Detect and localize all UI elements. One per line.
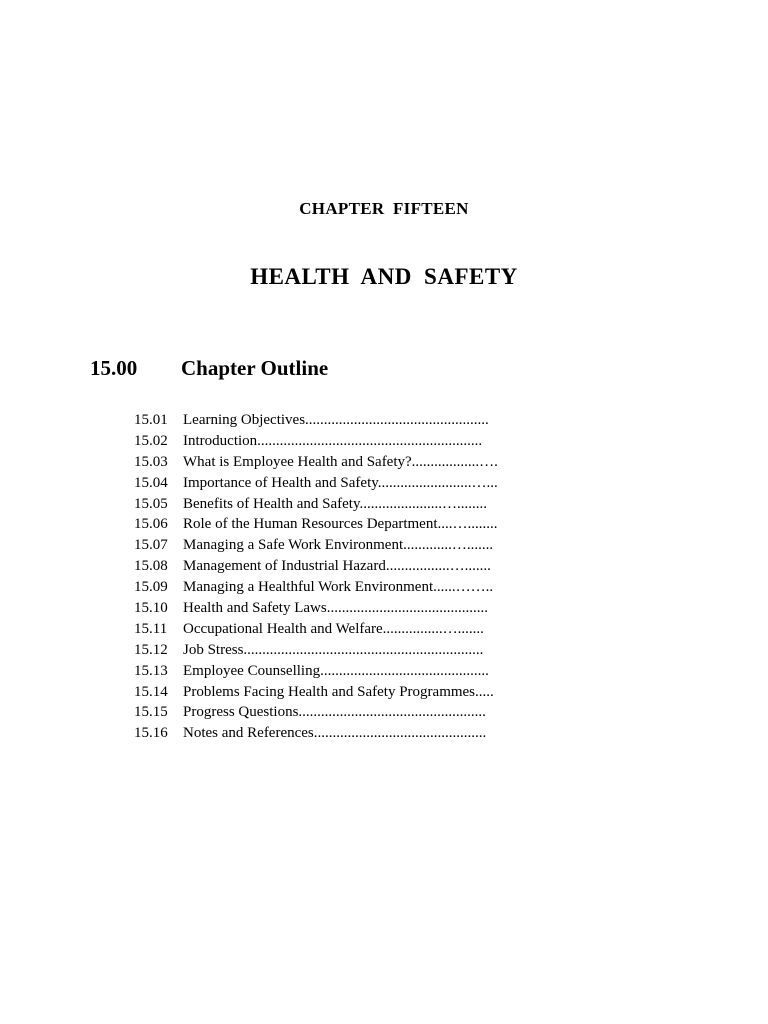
outline-item bbox=[134, 431, 498, 452]
outline-item-text: Introduction............................................................ bbox=[183, 432, 483, 449]
outline-item bbox=[134, 577, 498, 598]
chapter-label: CHAPTER FIFTEEN bbox=[299, 199, 469, 218]
outline-item bbox=[134, 723, 498, 744]
outline-item bbox=[134, 452, 498, 473]
outline-item-text: Benefits of Health and Safety......................…........ bbox=[183, 495, 487, 512]
outline-item bbox=[134, 410, 498, 431]
outline-item-number: 15.14 bbox=[134, 683, 168, 700]
outline-item bbox=[134, 661, 498, 682]
outline-item-number: 15.04 bbox=[134, 474, 168, 491]
outline-item-number: 15.06 bbox=[134, 516, 168, 533]
outline-item-number: 15.12 bbox=[134, 641, 168, 658]
outline-list bbox=[134, 410, 498, 744]
outline-item bbox=[134, 640, 498, 661]
outline-item-number: 15.10 bbox=[134, 600, 168, 617]
outline-heading-text: Chapter Outline bbox=[181, 356, 329, 380]
outline-item bbox=[134, 514, 498, 535]
outline-item-text: Occupational Health and Welfare................…....... bbox=[183, 620, 484, 637]
outline-item-number: 15.01 bbox=[134, 412, 168, 428]
outline-item-number: 15.07 bbox=[134, 537, 168, 554]
outline-item-text: Employee Counselling............................................. bbox=[183, 662, 489, 679]
outline-item-text: Job Stress................................................................ bbox=[183, 641, 484, 658]
outline-item-text: Role of the Human Resources Department....…........ bbox=[183, 516, 498, 533]
outline-item bbox=[134, 535, 498, 556]
outline-item-text: Progress Questions.................................................. bbox=[183, 704, 486, 721]
outline-item bbox=[134, 598, 498, 619]
outline-item-text: What is Employee Health and Safety?..................…. bbox=[183, 453, 498, 470]
outline-item bbox=[134, 619, 498, 640]
outline-heading-number: 15.00 bbox=[90, 356, 138, 380]
outline-item-number: 15.02 bbox=[134, 432, 168, 449]
outline-item-text: Problems Facing Health and Safety Programmes..... bbox=[183, 683, 494, 700]
outline-item-text: Notes and References.............................................. bbox=[183, 725, 487, 742]
outline-item bbox=[134, 556, 498, 577]
chapter-title: HEALTH AND SAFETY bbox=[250, 264, 518, 289]
outline-item-text: Importance of Health and Safety.........................…... bbox=[183, 474, 498, 491]
outline-item-text: Health and Safety Laws........................................... bbox=[183, 600, 488, 617]
outline-item-number: 15.09 bbox=[134, 579, 168, 596]
outline-item-number: 15.11 bbox=[134, 620, 168, 637]
outline-item-text: Managing a Safe Work Environment.............…....... bbox=[183, 537, 494, 554]
outline-item-number: 15.15 bbox=[134, 704, 168, 721]
outline-item-number: 15.16 bbox=[134, 725, 168, 742]
outline-item-number: 15.03 bbox=[134, 453, 168, 470]
outline-item bbox=[134, 494, 498, 515]
outline-item-text: Management of Industrial Hazard.................…....... bbox=[183, 558, 491, 575]
outline-item-text: Managing a Healthful Work Environment......…….. bbox=[183, 579, 494, 596]
outline-item-number: 15.08 bbox=[134, 558, 168, 575]
outline-heading bbox=[90, 356, 328, 381]
outline-item-number: 15.05 bbox=[134, 495, 168, 512]
outline-item bbox=[134, 702, 498, 723]
outline-item-text: Learning Objectives................................................. bbox=[183, 412, 489, 428]
outline-item bbox=[134, 682, 498, 703]
outline-item-number: 15.13 bbox=[134, 662, 168, 679]
outline-item bbox=[134, 473, 498, 494]
